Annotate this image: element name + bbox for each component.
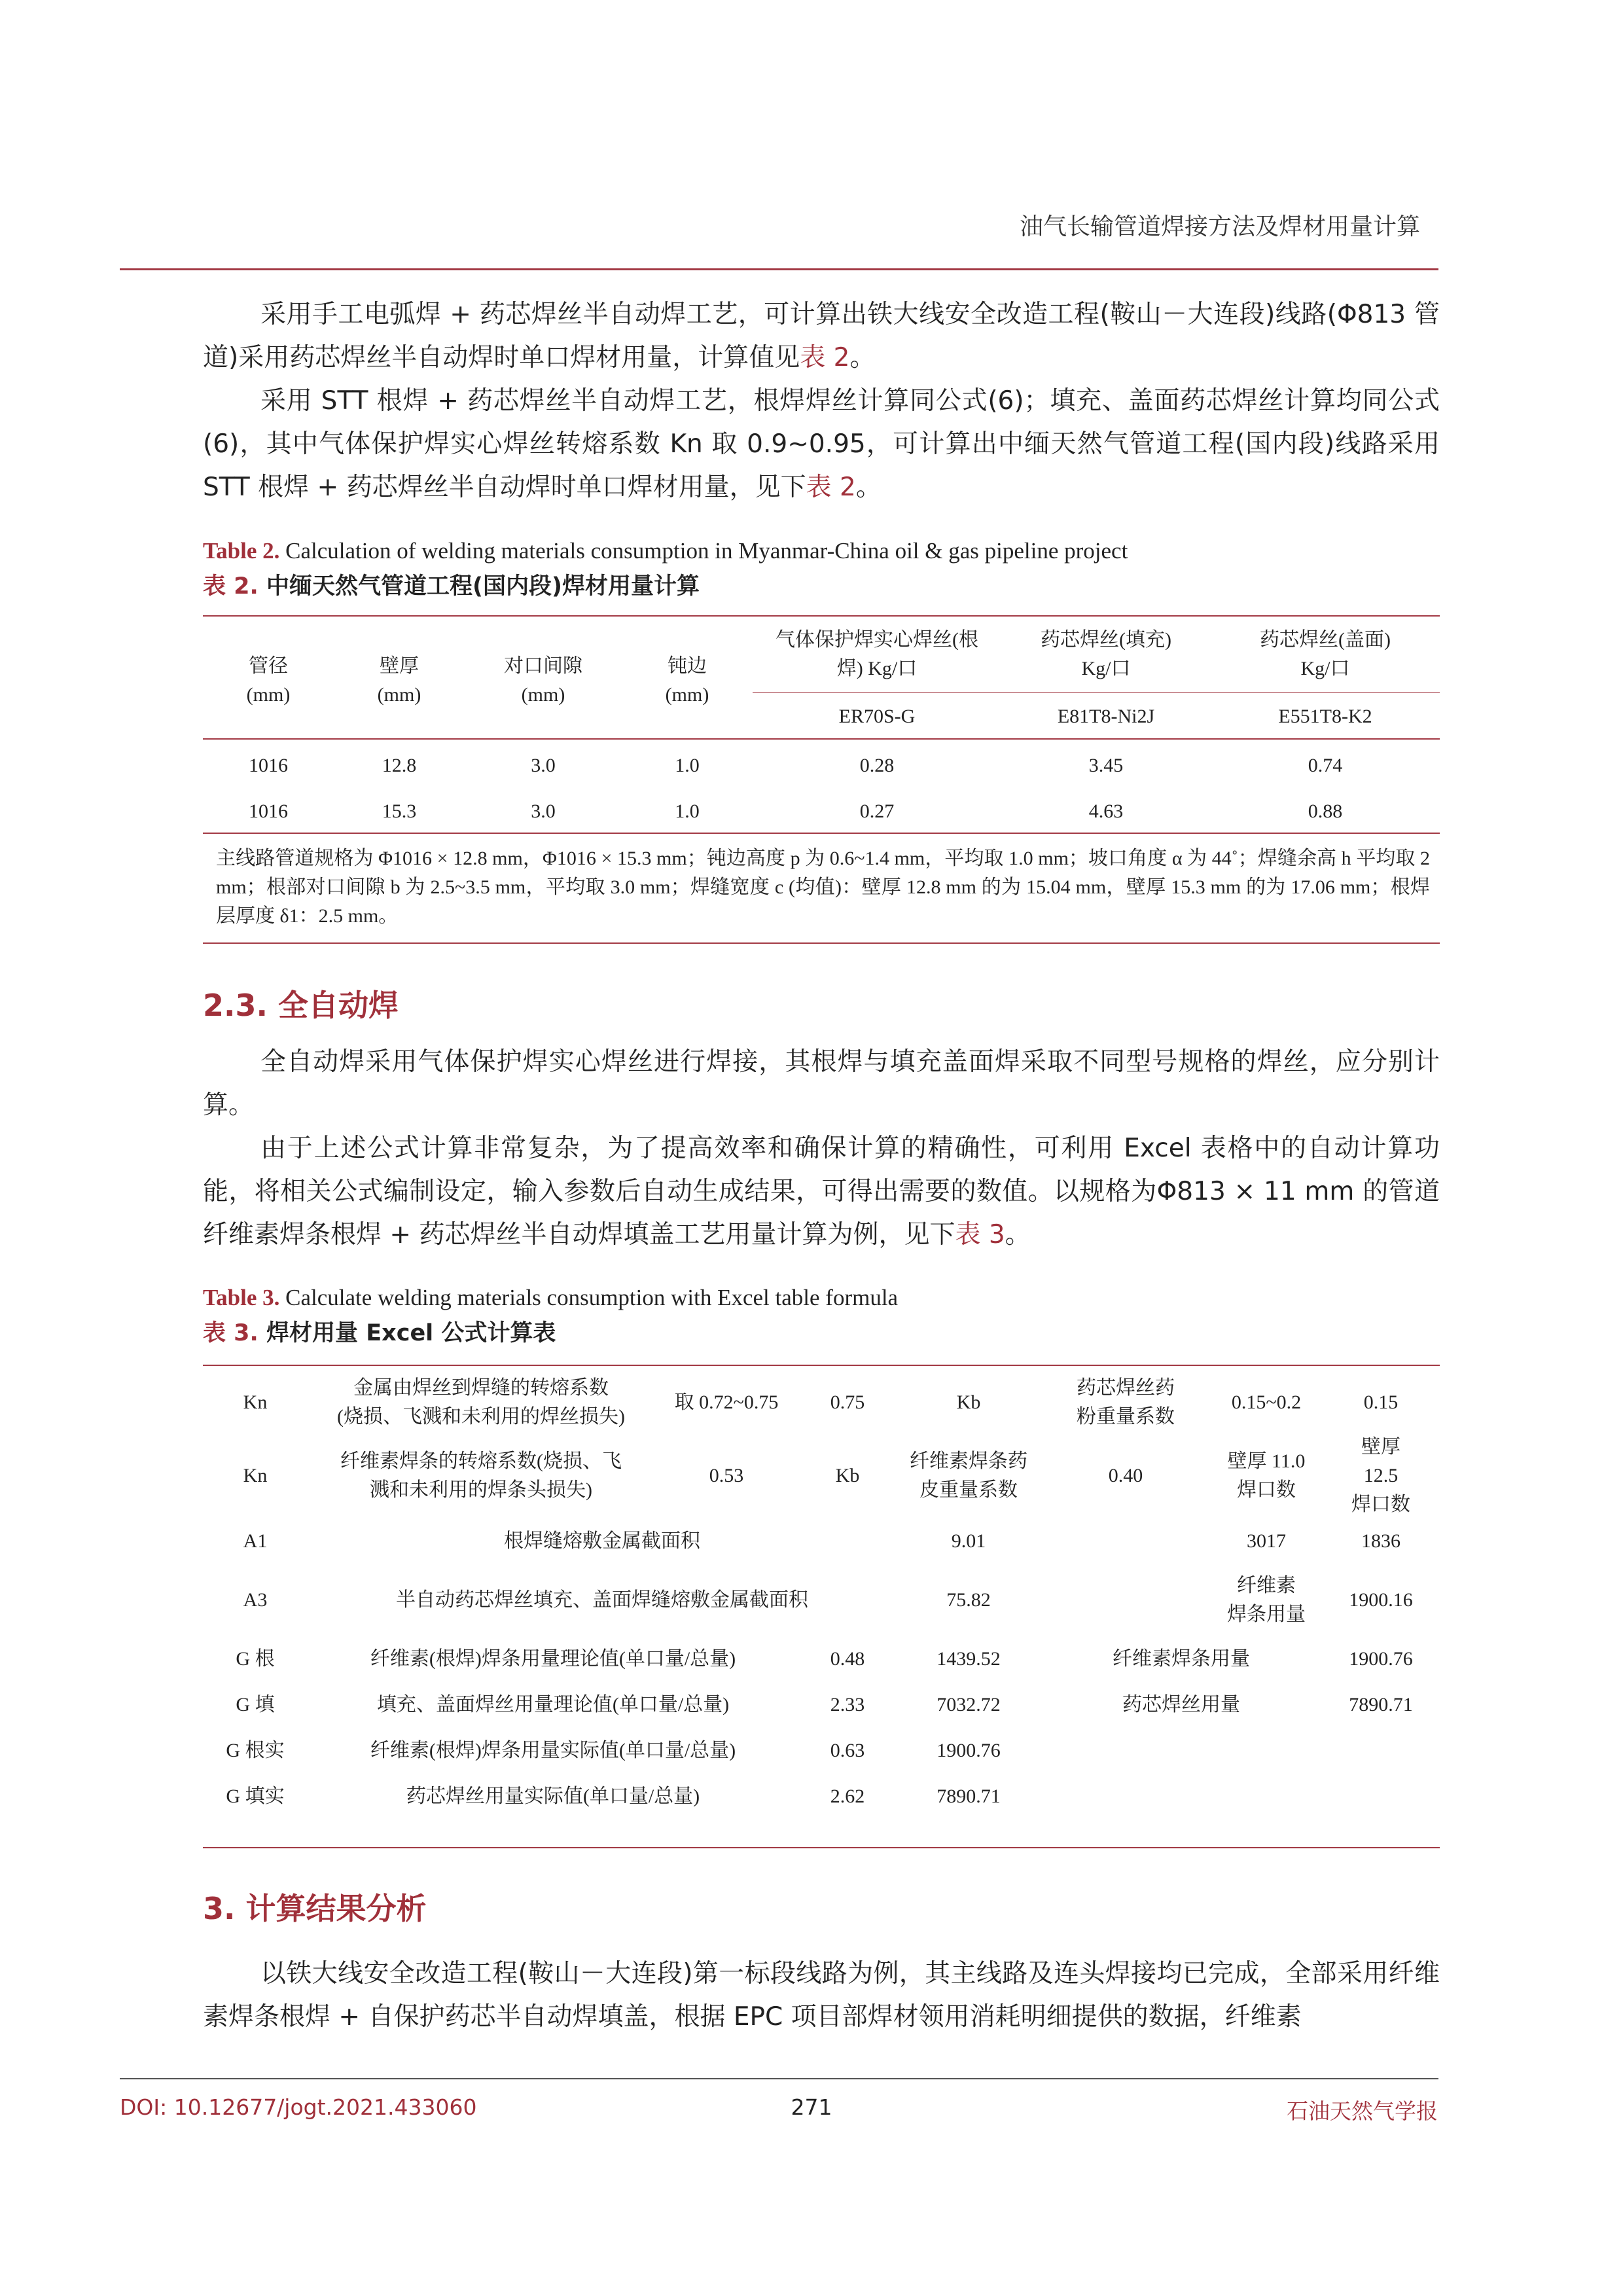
section-3-heading: 3. 计算结果分析: [203, 1891, 427, 1926]
table-3-cell: 1900.16: [1349, 1589, 1413, 1611]
table-3-cell: A1: [243, 1530, 268, 1552]
table-2-cell: 3.0: [531, 800, 556, 822]
paragraph-2-end: 。: [855, 473, 882, 502]
table-3-cell: A3: [243, 1589, 268, 1611]
table-3-cell: 7890.71: [1349, 1694, 1413, 1715]
paragraph-2-text: 采用 STT 根焊 + 药芯焊丝半自动焊工艺，根焊焊丝计算同公式(6)；填充、盖面药芯焊丝计算均同公式(6)，其中气体保护焊实心焊丝转熔系数 Kn 取 0.9~0.95，可计算出中缅天然气管道工程(国内段)线路采用 STT 根焊 + 药芯焊丝半自动焊时单口焊材用量，见下: [203, 386, 1440, 502]
paragraph-4-end: 。: [1005, 1220, 1031, 1249]
table-3-cell: 纤维素焊条药 皮重量系数: [910, 1450, 1027, 1501]
table-2-label-zh: 表 2.: [203, 573, 259, 600]
table-3-cell: 药芯焊丝药 粉重量系数: [1077, 1376, 1175, 1427]
running-header: 油气长输管道焊接方法及焊材用量计算: [1019, 213, 1420, 240]
table-3-cell: 1900.76: [936, 1740, 1001, 1761]
table-3-cell: 半自动药芯焊丝填充、盖面焊缝熔敷金属截面积: [396, 1589, 808, 1611]
table-3-cell: Kn: [243, 1465, 268, 1486]
table-3-cell: G 填实: [226, 1785, 285, 1807]
table-2-cell: 0.74: [1308, 755, 1343, 776]
table-2-cell: 1.0: [675, 755, 700, 776]
table-2-ref-2[interactable]: 表 2: [806, 473, 856, 502]
table-2-subheader-cell: E551T8-K2: [1278, 706, 1372, 727]
table-2-cell: 1016: [249, 755, 288, 776]
table-2-header-cell: 药芯焊丝(填充) Kg/口: [1041, 629, 1171, 679]
table-2-header-rule: [203, 738, 1440, 740]
table-3-cell: 0.15: [1363, 1391, 1399, 1413]
table-2-cell: 3.0: [531, 755, 556, 776]
table-2-title-zh: 中缅天然气管道工程(国内段)焊材用量计算: [258, 573, 700, 600]
table-3-cell: 0.40: [1108, 1465, 1143, 1486]
table-3-label-zh: 表 3.: [203, 1320, 259, 1346]
table-2-cell: 1016: [249, 800, 288, 822]
table-2-caption-zh: [203, 568, 700, 601]
paragraph-2: [203, 380, 1440, 509]
table-3-cell: G 根: [236, 1648, 275, 1670]
table-3-cell: 药芯焊丝用量实际值(单口量/总量): [406, 1785, 700, 1807]
table-3-cell: 1439.52: [936, 1648, 1001, 1670]
table-3-cell: 2.62: [830, 1785, 865, 1807]
table-2-header-cell: 管径 (mm): [246, 655, 291, 706]
table-3-cell: 壁厚 12.5 焊口数: [1351, 1436, 1410, 1515]
table-3-cell: 0.75: [830, 1391, 865, 1413]
table-2-sub-rule: [753, 692, 1440, 693]
table-3-cell: G 根实: [226, 1740, 285, 1761]
table-3-cell: 3017: [1247, 1530, 1286, 1552]
table-3-cell: 2.33: [830, 1694, 865, 1715]
paragraph-4: [203, 1127, 1440, 1257]
table-3-cell: Kb: [956, 1391, 981, 1413]
table-3-cell: 药芯焊丝用量: [1122, 1694, 1240, 1715]
paragraph-4-text: 由于上述公式计算非常复杂，为了提高效率和确保计算的精确性，可利用 Excel 表格中的自动计算功能，将相关公式编制设定，输入参数后自动生成结果，可得出需要的数值。以规格为Φ813 × 11 mm 的管道纤维素焊条根焊 + 药芯焊丝半自动焊填盖工艺用量计算为例，见下: [203, 1134, 1440, 1249]
table-3-cell: 填充、盖面焊丝用量理论值(单口量/总量): [376, 1694, 730, 1715]
table-2-title-en: Calculation of welding materials consumption in Myanmar-China oil & gas pipeline project: [279, 538, 1128, 564]
table-3-ref[interactable]: 表 3: [955, 1220, 1005, 1249]
table-2-cell: 1.0: [675, 800, 700, 822]
table-3-bottom-rule: [203, 1847, 1440, 1848]
table-3-cell: Kn: [243, 1391, 268, 1413]
table-3-cell: 7032.72: [936, 1694, 1001, 1715]
table-2-header-cell: 气体保护焊实心焊丝(根 焊) Kg/口: [776, 629, 978, 679]
footer-rule: [120, 2078, 1438, 2079]
table-3-cell: 0.53: [709, 1465, 744, 1486]
table-2-cell: 3.45: [1088, 755, 1124, 776]
table-3-cell: 纤维素(根焊)焊条用量理论值(单口量/总量): [370, 1648, 736, 1670]
table-2-cell: 0.28: [859, 755, 895, 776]
table-3-cell: 纤维素焊条用量: [1113, 1648, 1250, 1670]
table-3-cell: 壁厚 11.0 焊口数: [1227, 1450, 1306, 1501]
table-2-cell: 0.88: [1308, 800, 1343, 822]
table-3-label-en: Table 3.: [203, 1285, 280, 1310]
table-3-cell: 0.15~0.2: [1231, 1391, 1302, 1413]
table-2-bottom-rule: [203, 942, 1440, 944]
table-3-cell: 7890.71: [936, 1785, 1001, 1807]
table-3-cell: G 填: [236, 1694, 275, 1715]
table-3-cell: 1900.76: [1349, 1648, 1413, 1670]
table-3-caption-zh: [203, 1315, 556, 1348]
paragraph-1: [203, 293, 1440, 380]
footer-doi[interactable]: DOI: 10.12677/jogt.2021.433060: [120, 2094, 477, 2120]
table-3-cell: Kb: [835, 1465, 860, 1486]
table-3-cell: 9.01: [951, 1530, 986, 1552]
table-2-header-cell: 药芯焊丝(盖面) Kg/口: [1260, 629, 1391, 679]
table-2-ref-1[interactable]: 表 2: [800, 343, 850, 372]
table-3-cell: 75.82: [946, 1589, 991, 1611]
table-3-cell: 纤维素 焊条用量: [1227, 1575, 1306, 1625]
paragraph-5: 以铁大线安全改造工程(鞍山－大连段)第一标段线路为例，其主线路及连头焊接均已完成，全部采用纤维素焊条根焊 + 自保护药芯半自动焊填盖，根据 EPC 项目部焊材领用消耗明细提供的数据，纤维素: [203, 1959, 1440, 2032]
table-3-cell: 1836: [1361, 1530, 1400, 1552]
footer-page-number: 271: [791, 2094, 832, 2120]
table-2-label-en: Table 2.: [203, 538, 280, 564]
table-3-cell: 0.63: [830, 1740, 865, 1761]
table-2-header-cell: 对口间隙 (mm): [504, 655, 582, 706]
paragraph-1-text: 采用手工电弧焊 + 药芯焊丝半自动焊工艺，可计算出铁大线安全改造工程(鞍山－大连段)线路(Φ813 管道)采用药芯焊丝半自动焊时单口焊材用量，计算值见: [203, 300, 1440, 372]
section-2-3-heading: 2.3. 全自动焊: [203, 988, 399, 1023]
table-2-caption-en: [203, 538, 1128, 564]
table-3-title-zh: 焊材用量 Excel 公式计算表: [258, 1320, 556, 1346]
footer-journal: 石油天然气学报: [1287, 2098, 1438, 2124]
table-2-cell: 0.27: [859, 800, 895, 822]
table-2-note: 主线路管道规格为 Φ1016 × 12.8 mm，Φ1016 × 15.3 mm；钝边高度 p 为 0.6~1.4 mm，平均取 1.0 mm；坡口角度 α 为 44˚；焊缝余高 h 平均取 2 mm；根部对口间隙 b 为 2.5~3.5 mm，平均取 3.0 mm；焊缝宽度 c (均值)：壁厚 12.8 mm 的为 15.04 mm，壁厚 15.3 mm 的为 17.06 mm；根焊层厚度 δ1：2.5 mm。: [216, 848, 1430, 927]
table-2-header-cell: 钝边 (mm): [665, 655, 709, 706]
table-3-caption-en: [203, 1285, 898, 1311]
paragraph-1-end: 。: [849, 343, 876, 372]
table-3-cell: 金属由焊丝到焊缝的转熔系数 (烧损、飞溅和未利用的焊丝损失): [337, 1376, 625, 1427]
table-2-cell: 15.3: [382, 800, 417, 822]
paragraph-3: 全自动焊采用气体保护焊实心焊丝进行焊接，其根焊与填充盖面焊采取不同型号规格的焊丝，应分别计算。: [203, 1047, 1440, 1120]
table-3-cell: 纤维素焊条的转熔系数(烧损、飞 溅和未利用的焊条头损失): [340, 1450, 622, 1501]
table-3-cell: 根焊缝熔敷金属截面积: [504, 1530, 700, 1552]
table-2-subheader-cell: ER70S-G: [838, 706, 916, 727]
table-2-cell: 12.8: [382, 755, 417, 776]
table-2-top-rule: [203, 615, 1440, 617]
header-rule: [120, 268, 1438, 270]
table-3-top-rule: [203, 1365, 1440, 1366]
table-2-header-cell: 壁厚 (mm): [377, 655, 421, 706]
table-3-cell: 取 0.72~0.75: [674, 1391, 779, 1413]
table-3-title-en: Calculate welding materials consumption with Excel table formula: [279, 1285, 899, 1310]
table-2-subheader-cell: E81T8-Ni2J: [1057, 706, 1155, 727]
table-3-cell: 0.48: [830, 1648, 865, 1670]
table-2-cell: 4.63: [1088, 800, 1124, 822]
table-2-body-rule: [203, 833, 1440, 834]
table-3-cell: 纤维素(根焊)焊条用量实际值(单口量/总量): [370, 1740, 736, 1761]
